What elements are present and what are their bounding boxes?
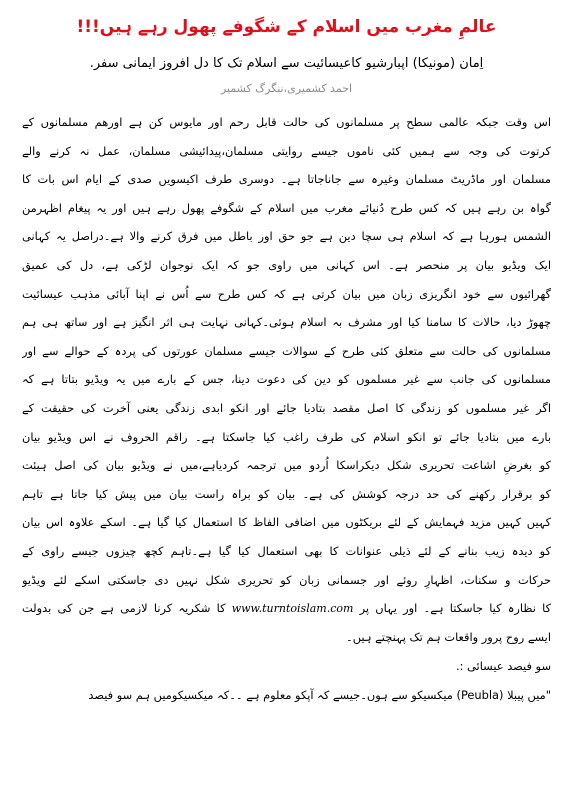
paragraph-line: بارے میں بتادیا جائے تو انکو اسلام کی طرف راغب کیا جاسکتا ہے۔ راقم الحروف نے اس ویڈیو بیان	[22, 429, 551, 444]
website-line	[22, 594, 551, 623]
paragraph-line: گواہ بن رہے ہیں کہ کس طرح دُنیائے مغرب میں اسلام کے شگوفے پھول رہے ہیں اور یہ پیغام اظہرمن	[22, 200, 551, 215]
paragraph-line: کرتوت کی وجہ سے ہمیں کئی ناموں جیسے روایتی مسلمان،پیدائیشی مسلمان، عمل نہ کرنے والے	[22, 143, 551, 158]
article-author: احمد کشمیری،ننگرگ کشمیر	[220, 82, 353, 95]
paragraph-line: چھوڑ دیا، حالات کا سامنا کیا اور مشرف بہ اسلام ہوئی۔کہانی نہایت ہی اثر انگیز ہے اور ساتھ ہی ہم	[22, 315, 551, 330]
paragraph-line: اس وقت جبکہ عالمی سطح پر مسلمانوں کی حالت قابل رحم اور مایوس کن ہے اورھم مسلمانوں کے	[22, 115, 551, 129]
closing-line: ایسے روح پرور واقعات ہم تک پہنچتے ہیں۔	[346, 629, 551, 644]
article-subtitle: اِمان (مونیکا) اپبارشیو کاعیسائیت سے اسلام تک کا دل افروز ایمانی سفر.	[89, 56, 484, 71]
paragraph-line: ایک ویڈیو بیان پر منحصر ہے۔ اس کہانی میں راوی جو کہ ایک نوجوان لڑکی ہے، دل کی عمیق	[22, 257, 551, 272]
section-heading: سو فیصد عیسائی :.	[455, 659, 551, 674]
paragraph-line: کو بغرضِ اشاعت تحریری شکل دیکراسکا اُردو میں ترجمہ کردیاہے،میں نے ویڈیو بیان کی اصل ہیئت	[22, 458, 551, 473]
paragraph-line: حرکات و سکنات، اظہارِ روئے اور جسمانی زبان کو تحریری شکل نہیں دی جاسکتی اسکے لئے ویڈیو	[22, 572, 551, 587]
paragraph-line: الشمس ہورہا ہے کہ اسلام ہی سچا دین ہے جو حق اور باطل میں فرق کرنے والا ہے۔دراصل یہ کہانی	[22, 229, 551, 244]
article-body	[22, 108, 551, 710]
paragraph-line: گھرائیوں سے خود انگریزی زبان میں بیان کرتی ہے کہ کس طرح سے اُس نے اپنا آبائی مذہب عیسائیت	[22, 286, 551, 301]
article-title: عالمِ مغرب میں اسلام کے شگوفے پھول رہے ہیں!!!	[76, 17, 497, 37]
quote-line: "میں پیبلا (Peubla) میکسیکو سے ہوں۔جیسے کہ آپکو معلوم ہے ۔۔کہ میکسیکومیں ہم سو فیصد	[88, 688, 551, 703]
article-paragraph	[22, 108, 551, 594]
paragraph-line: مسلمانوں کی جانب سے غیر مسلموں کو دین کی دعوت دینا، جس کے بارے میں یہ ویڈیو بتاتا ہے کہ	[22, 372, 551, 387]
website-link[interactable]: www.turntoislam.com	[231, 602, 354, 616]
website-line-before: کا نظارہ کیا جاسکتا ہے۔ اور یہاں پر	[353, 601, 551, 616]
website-line-after: کا شکریہ کرنا لازمی ہے جن کی بدولت	[22, 601, 232, 616]
paragraph-line: کو دیدہ زیب بنانے کے لئے ذیلی عنوانات کا بھی استعمال کیا گیا ہے۔تاہم کچھ چیزوں جیسے راوی کے	[22, 543, 551, 558]
paragraph-line: مسلمانوں کی حالت سے متعلق کئی طرح کے سوالات جیسے مسلمان عورتوں کی پردہ کے حوالے سے اور	[22, 343, 551, 358]
paragraph-line: مسلمان اور ماڈریٹ مسلمان وغیرہ سے جاناجاتا ہے۔ دوسری طرف اکیسویں صدی کے ایام اس بات کا	[22, 172, 551, 187]
paragraph-line: کو برقرار رکھنے کی حد درجہ کوشش کی ہے۔ بیان کو براہ راست بیان میں پیش کیا جاتا ہے تاہم	[22, 486, 551, 501]
paragraph-line: کہیں کہیں مزید فہمایش کے لئے بریکٹوں میں اضافی الفاظ کا استعمال کیا گیا ہے۔ اسکے علاوہ اس بیان	[22, 515, 551, 530]
paragraph-line: اگر غیر مسلموں کو زندگی کا اصل مقصد بتادیا جائے اور انکو ابدی زندگی یعنی آخرت کی حقیقت کے	[22, 400, 551, 415]
